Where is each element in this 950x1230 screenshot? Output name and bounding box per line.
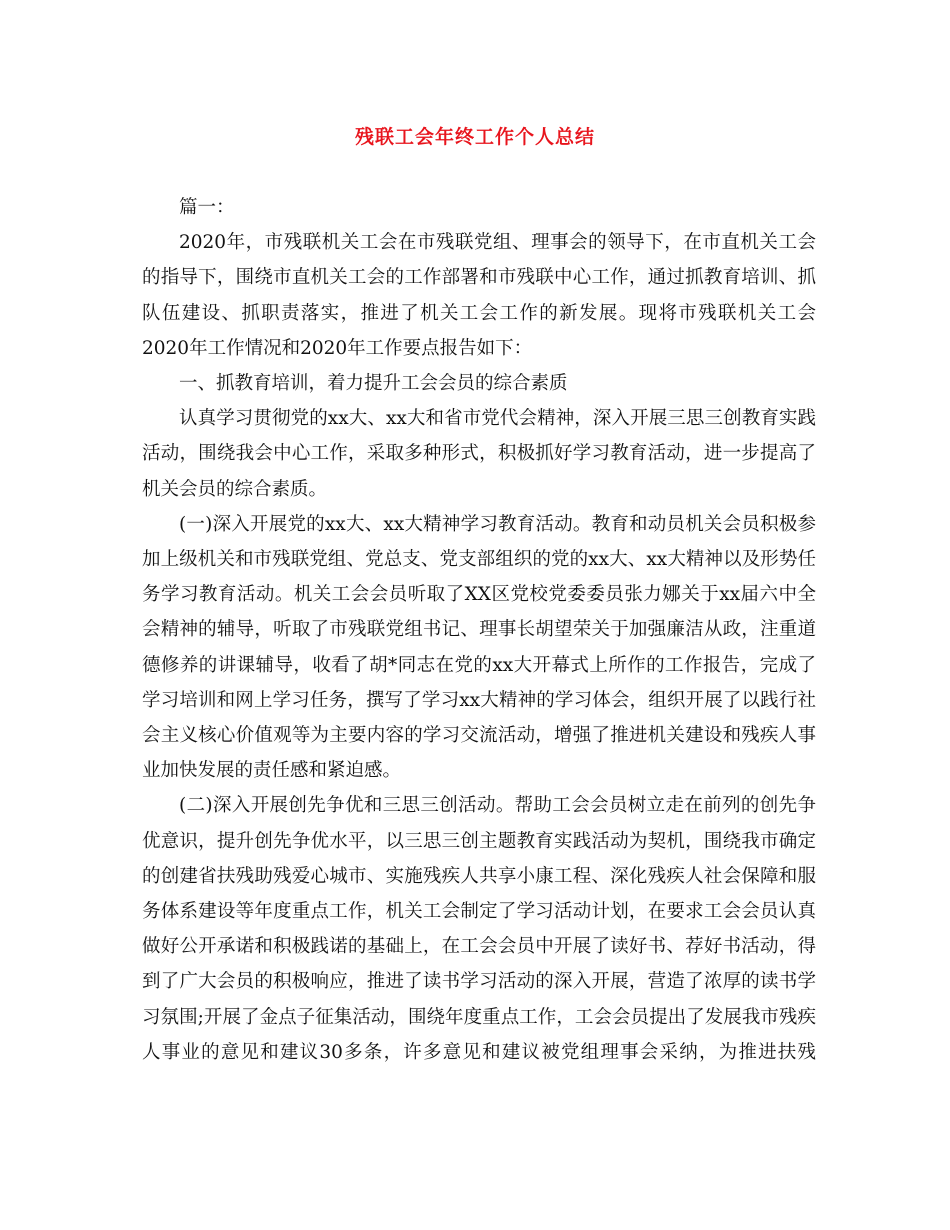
paragraph-section-one: 认真学习贯彻党的xx大、xx大和省市党代会精神，深入开展三思三创教育实践活动，围绕我会中心工作，采取多种形式，积极抓好学习教育活动，进一步提高了机关会员的综合素质。 <box>142 408 816 500</box>
heading-section-one: 一、抓教育培训，着力提升工会会员的综合素质 <box>179 373 568 395</box>
section-label: 篇一： <box>179 197 235 218</box>
paragraph-item-one: (一)深入开展党的xx大、xx大精神学习教育活动。教育和动员机关会员积极参加上级机关和市残联党组、党总支、党支部组织的党的xx大、xx大精神以及形势任务学习教育活动。机关工会会员听取了XX区党校党委委员张力娜关于xx届六中全会精神的辅导，听取了市残联党组书记、理事长胡望荣关于加强廉洁从政，注重道德修养的讲课辅导，收看了胡*同志在党的xx大开幕式上所作的工作报告，完成了学习培训和网上学习任务，撰写了学习xx大精神的学习体会，组织开展了以践行社会主义核心价值观等为主要内容的学习交流活动，增强了推进机关建设和残疾人事业加快发展的责任感和紧迫感。 <box>142 513 816 782</box>
paragraph-intro: 2020年，市残联机关工会在市残联党组、理事会的领导下，在市直机关工会的指导下，围绕市直机关工会的工作部署和市残联中心工作，通过抓教育培训、抓队伍建设、抓职责落实，推进了机关工会工作的新发展。现将市残联机关工会2020年工作情况和2020年工作要点报告如下： <box>142 232 816 359</box>
document-body <box>142 190 816 1070</box>
paragraph-item-two: (二)深入开展创先争优和三思三创活动。帮助工会会员树立走在前列的创先争优意识，提升创先争优水平，以三思三创主题教育实践活动为契机，围绕我市确定的创建省扶残助残爱心城市、实施残疾人共享小康工程、深化残疾人社会保障和服务体系建设等年度重点工作，机关工会制定了学习活动计划，在要求工会会员认真做好公开承诺和积极践诺的基础上，在工会会员中开展了读好书、荐好书活动，得到了广大会员的积极响应，推进了读书学习活动的深入开展，营造了浓厚的读书学习氛围;开展了金点子征集活动，围绕年度重点工作，工会会员提出了发展我市残疾人事业的意见和建议30多条，许多意见和建议被党组理事会采纳，为推进扶残 <box>142 795 816 1063</box>
document-title: 残联工会年终工作个人总结 <box>354 126 595 148</box>
